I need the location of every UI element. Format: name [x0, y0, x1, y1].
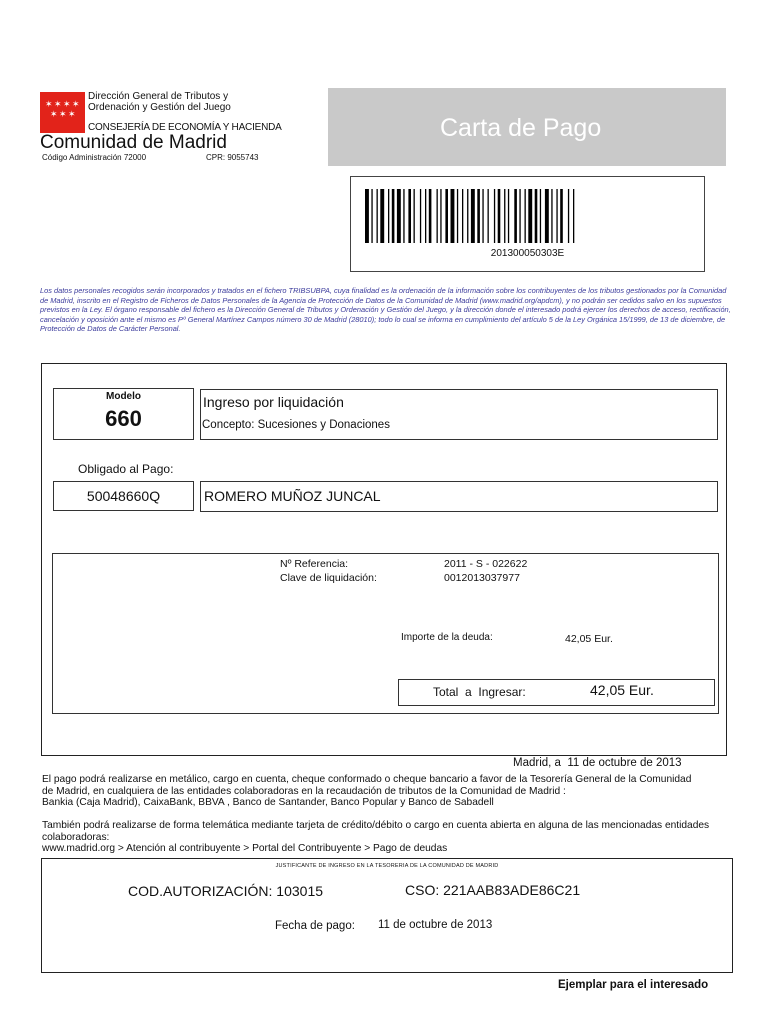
org-line-2: Ordenación y Gestión del Juego: [88, 102, 231, 113]
nif-value: 50048660Q: [86, 488, 161, 504]
barcode-bar: [408, 189, 411, 243]
importe-value: 42,05 Eur.: [565, 633, 613, 645]
barcode-bar: [560, 189, 563, 243]
modelo-label: Modelo: [106, 391, 141, 402]
barcode-bar: [388, 189, 389, 243]
importe-label: Importe de la deuda:: [401, 632, 493, 643]
barcode-bar: [477, 189, 480, 243]
barcode-bar: [377, 189, 378, 243]
barcode-bar: [508, 189, 509, 243]
payment-info-1: [42, 774, 742, 809]
barcode-bar: [528, 189, 532, 243]
barcode-bar: [445, 189, 448, 243]
barcode-bar: [451, 189, 455, 243]
payment-info-2-line2: colaboradoras:: [42, 831, 110, 843]
organization-name: [88, 91, 288, 113]
concepto-text: Concepto: Sucesiones y Donaciones: [202, 419, 390, 431]
barcode-bar: [403, 189, 404, 243]
barcode-bar: [482, 189, 483, 243]
consejeria-label: CONSEJERÍA DE ECONOMÍA Y HACIENDA: [88, 122, 282, 133]
barcode-bar: [429, 189, 432, 243]
barcode-bar: [545, 189, 549, 243]
barcode-bar: [498, 189, 501, 243]
barcode-bar: [488, 189, 489, 243]
fecha-pago-value: 11 de octubre de 2013: [378, 919, 493, 931]
ingreso-title: Ingreso por liquidación: [203, 394, 344, 410]
modelo-number: 660: [105, 406, 142, 431]
barcode-bar: [371, 189, 372, 243]
barcode-bar: [519, 189, 520, 243]
payment-info-1-line3: Bankia (Caja Madrid), CaixaBank, BBVA , Banco de Santander, Banco Popular y Banco de Sabadell: [42, 797, 494, 808]
cpr-code: CPR: 9055743: [206, 153, 259, 162]
barcode-bar: [392, 189, 395, 243]
clave-label: Clave de liquidación:: [280, 572, 377, 584]
total-label: Total a Ingresar:: [433, 685, 526, 699]
barcode-bar: [440, 189, 441, 243]
barcode-bar: [573, 189, 574, 243]
barcode-bar: [514, 189, 517, 243]
barcode-bar: [551, 189, 552, 243]
barcode-bar: [540, 189, 541, 243]
nombre-value: ROMERO MUÑOZ JUNCAL: [204, 488, 381, 504]
privacy-notice: Los datos personales recogidos serán incorporados y tratados en el fichero TRIBSUBPA, cuya finalidad es la ordenación de la información sobre los contribuyentes de los tributos gestionados por la Comunidad de Madrid, inscrito en el Registro de Ficheros de Datos Personales de la Agencia de Protección de Datos de la Comunidad de Madrid (www.madrid.org/apdcm), y no podrán ser cedidos salvo en los supuestos previstos en la Ley. El órgano responsable del fichero es la Dirección General de Tributos y Ordenación y Gestión del Juego, y la dirección donde el interesado podrá ejercer los derechos de acceso, rectificación, cancelación y oposición ante el mismo es Pº General Martínez Campos número 30 de Madrid (28010); todo lo cual se informa en cumplimiento del artículo 5 de la Ley Orgánica 15/1999, de 13 de diciembre, de Protección de Datos de Carácter Personal.: [40, 286, 731, 334]
barcode-bar: [397, 189, 401, 243]
referencia-label: Nº Referencia:: [280, 558, 349, 570]
clave-value: 0012013037977: [444, 572, 520, 584]
barcode-bar: [467, 189, 468, 243]
barcode-bar: [462, 189, 463, 243]
total-value: 42,05 Eur.: [590, 682, 654, 698]
justificante-frame: [41, 858, 733, 973]
obligado-label: Obligado al Pago:: [78, 462, 174, 476]
barcode-bar: [365, 189, 369, 243]
barcode-bar: [420, 189, 421, 243]
payment-info-1-line2: de Madrid, en cualquiera de las entidades colaboradoras en la recaudación de tributos de la Comunidad de Madrid :: [42, 785, 566, 797]
barcode-bar: [414, 189, 415, 243]
barcode-bar: [525, 189, 526, 243]
codigo-autorizacion: COD.AUTORIZACIÓN: 103015: [128, 883, 324, 899]
barcode-bar: [504, 189, 505, 243]
barcode-bar: [471, 189, 475, 243]
org-line-1: Dirección General de Tributos y: [88, 91, 229, 102]
barcode-number: 201300050303E: [490, 248, 565, 259]
issue-date: Madrid, a 11 de octubre de 2013: [513, 757, 682, 769]
cso-code: CSO: 221AAB83ADE86C21: [405, 882, 581, 898]
justificante-heading: JUSTIFICANTE DE INGRESO EN LA TESORERIA DE LA COMUNIDAD DE MADRID: [275, 863, 499, 869]
barcode-bar: [568, 189, 569, 243]
barcode-bar: [437, 189, 438, 243]
codigo-administracion: Código Administración 72000: [42, 153, 147, 162]
payment-info-2-line3: www.madrid.org > Atención al contribuyente > Portal del Contribuyente > Pago de deudas: [42, 843, 448, 854]
barcode-bar: [425, 189, 426, 243]
barcode-bar: [556, 189, 557, 243]
payment-info-1-line1: El pago podrá realizarse en metálico, cargo en cuenta, cheque conformado o cheque bancario a favor de la Tesorería General de la Comunidad: [42, 774, 692, 785]
payment-info-2-line1: También podrá realizarse de forma telemática mediante tarjeta de crédito/débito o cargo en cuenta abierta en alguna de las mencionadas entidades: [42, 820, 710, 831]
comunidad-title: Comunidad de Madrid: [40, 132, 227, 153]
document-title: Carta de Pago: [440, 114, 602, 142]
fecha-pago-label: Fecha de pago:: [275, 920, 355, 932]
comunidad-madrid-flag-logo: ✶ ✶ ✶ ✶ ✶ ✶ ✶: [40, 92, 85, 133]
ejemplar-label: Ejemplar para el interesado: [558, 979, 709, 991]
referencia-value: 2011 - S - 022622: [444, 558, 528, 570]
barcode-bar: [457, 189, 458, 243]
document-title-box: [328, 88, 726, 166]
barcode-bar: [535, 189, 538, 243]
payment-info-2: [42, 820, 742, 855]
barcode-bar: [380, 189, 384, 243]
barcode-bar: [494, 189, 495, 243]
